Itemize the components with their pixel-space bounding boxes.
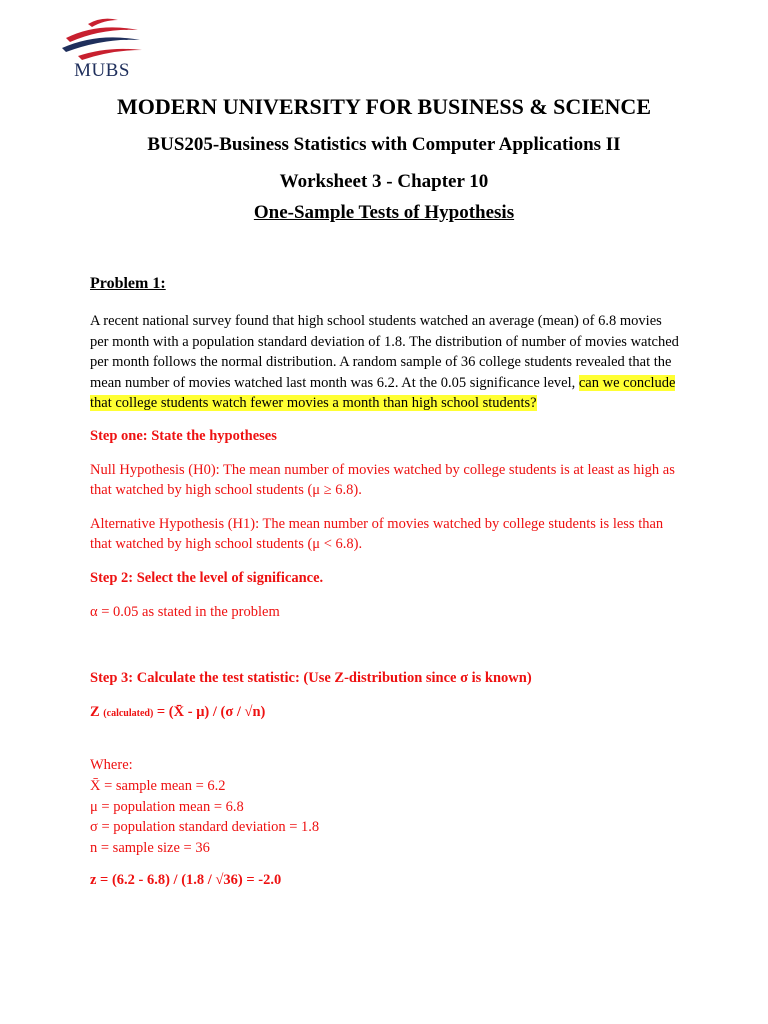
xbar-definition: X̄ = sample mean = 6.2 <box>90 777 226 794</box>
worksheet-title: Worksheet 3 - Chapter 10 <box>279 171 489 192</box>
step3-title: Step 3: Calculate the test statistic: (Use Z-distribution since σ is known) <box>90 670 532 687</box>
null-hypothesis: Null Hypothesis (H0): The mean number of movies watched by college students is at least as high as that watched by high school students (μ ≥ 6.8). <box>90 461 675 499</box>
step1-title: Step one: State the hypotheses <box>90 427 277 444</box>
university-title: MODERN UNIVERSITY FOR BUSINESS & SCIENCE <box>116 94 651 119</box>
logo-text: MUBS <box>74 60 130 81</box>
logo-swoosh-icon <box>58 14 146 62</box>
step2-title: Step 2: Select the level of significance. <box>90 569 324 586</box>
problem-question-highlight: can we conclude that college students watch fewer movies a month than high school students? <box>90 374 676 412</box>
topic-title <box>0 202 768 224</box>
formula-rest: = (X̄ - μ) / (σ / √n) <box>156 703 266 720</box>
sigma-definition: σ = population standard deviation = 1.8 <box>90 819 320 836</box>
mu-definition: μ = population mean = 6.8 <box>90 798 244 815</box>
course-title: BUS205-Business Statistics with Computer Applications II <box>147 134 621 155</box>
alternative-hypothesis: Alternative Hypothesis (H1): The mean number of movies watched by college students is less than that watched by high school students (μ < 6.8). <box>90 515 664 553</box>
n-definition: n = sample size = 36 <box>90 839 210 856</box>
mubs-logo <box>58 14 146 82</box>
alpha-level: α = 0.05 as stated in the problem <box>90 603 280 620</box>
formula-z: Z <box>90 703 100 720</box>
problem-content <box>90 311 680 891</box>
problem-statement <box>90 311 680 414</box>
problem-text: A recent national survey found that high school students watched an average (mean) of 6.8 movies per month with a population standard deviation of 1.8. The distribution of number of movies watched per month follows the normal distribution. A random sample of 36 college students revealed that the mean number of movies watched last month was 6.2. At the 0.05 significance level, <box>90 313 679 391</box>
z-formula <box>90 702 680 725</box>
problem-title: Problem 1: <box>90 275 166 292</box>
topic-title-text: One-Sample Tests of Hypothesis <box>253 202 515 223</box>
formula-subscript: (calculated) <box>103 707 154 719</box>
z-result: z = (6.2 - 6.8) / (1.8 / √36) = -2.0 <box>90 872 282 889</box>
where-label: Where: <box>90 757 133 774</box>
